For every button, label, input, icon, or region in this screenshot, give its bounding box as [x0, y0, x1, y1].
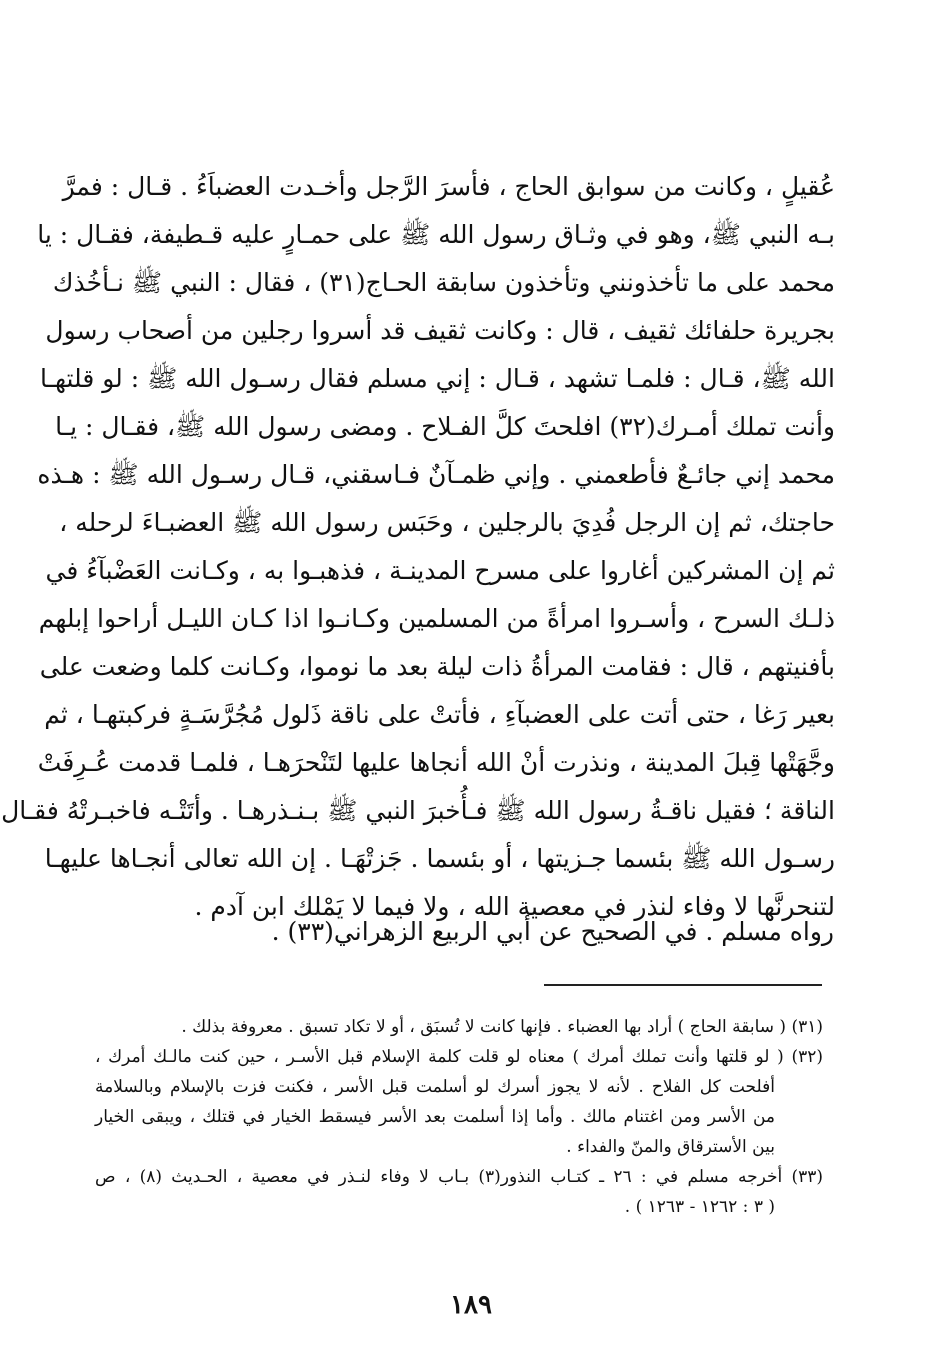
text-line: وأنت تملك أمـرك(٣٢) افلحتَ كلَّ الفـلاح . ومضى رسول الله ﷺ، فقـال : يـا [55, 412, 835, 441]
main-text-block [1, 163, 835, 931]
footnotes [95, 1012, 823, 1222]
text-line: الله ﷺ، قـال : فلمـا تشهد ، قـال : إني مسلم فقال رسـول الله ﷺ : لو قلتهـا [40, 364, 835, 393]
text-line: الناقة ؛ فقيل ناقـةُ رسول الله ﷺ فـأُخبرَ النبي ﷺ بـنـذرهـا . وأتَتْـه فاخبـرتْهُ فقـال [1, 796, 835, 825]
text-line: ثم إن المشركين أغاروا على مسرح المدينـة ، فذهبـوا به ، وكـانت العَضْبآءُ في [45, 556, 835, 585]
footnote-separator [544, 984, 822, 986]
footnote-32-continuation: أفلحت كل الفلاح . لأنه لا يجوز أسرك لو أسلمت قبل الأسر ، فكنت فزت بالإسلام وبالسلامة [95, 1077, 775, 1097]
footnote-32-continuation: بين الأسترقاق والمنّ والفداء . [566, 1137, 775, 1157]
text-line: بعير رَغا ، حتى أتت على العضبآءِ ، فأتتْ على ناقة ذَلول مُجُرَّسَـةٍ فركبتهـا ، ثم [44, 700, 835, 729]
hadith-citation: رواه مسلم . في الصحيح عن أبي الربيع الزهراني(٣٣) . [271, 917, 834, 946]
text-line: لتنحرنَّها لا وفاء لنذر في معصية الله ، ولا فيما لا يَمْلك ابن آدم . [194, 892, 835, 921]
text-line: حاجتك، ثم إن الرجل فُدِيَ بالرجلين ، وحَبَس رسول الله ﷺ العضبـاءَ لرحله ، [59, 508, 835, 537]
text-line: رسـول الله ﷺ بئسما جـزيتها ، أو بئسما . جَزتْهَـا . إن الله تعالى أنجـاها عليهـا [44, 844, 835, 873]
text-line: محمد إني جائـعٌ فأطعمني . وإني ظمـآنٌ فـاسقني، قـال رسـول الله ﷺ : هـذه [37, 460, 835, 489]
footnote-33: (٣٣) أخرجه مسلم في : ٢٦ ـ كتـاب النذور(٣) بـاب لا وفاء لنـذر في معصية ، الحـديث (٨) ، ص [95, 1167, 824, 1187]
text-line: بـه النبي ﷺ، وهو في وثـاق رسول الله ﷺ على حمـارٍ عليه قـطيفة، فقـال : يا [37, 220, 835, 249]
footnote-33-continuation: ( ٣ : ١٢٦٢ - ١٢٦٣ ) . [624, 1197, 775, 1217]
text-line: بجريرة حلفائك ثقيف ، قال : وكانت ثقيف قد أسروا رجلين من أصحاب رسول [45, 316, 835, 345]
footnote-32-continuation: من الأسر ومن اغتنام مالك . وأما إذا أسلمت بعد الأسر فيسقط الخيار في قتلك ، ويبقى الخيار [95, 1107, 775, 1127]
footnote-31: (٣١) ( سابقة الحاج ) أراد بها العضباء . فإنها كانت لا تُسبَق ، أو لا تكاد تسبق . معروفة بذلك . [181, 1017, 823, 1037]
text-line: وجَّهَتْها قِبلَ المدينة ، ونذرت أنْ الله أنجاها عليها لتَنْحرَهـا ، فلمـا قدمت عُـرِفَتْ [37, 748, 835, 777]
text-line: عُقيلٍ ، وكانت من سوابق الحاج ، فأسرَ الرَّجل وأخـدت العضباَءُ . قـال : فمرَّ [62, 172, 835, 201]
text-line: بأفنيتهم ، قال : فقامت المرأةُ ذات ليلة بعد ما نوموا، وكـانت كلما وضعت على [39, 652, 835, 681]
page-number: ١٨٩ [450, 1290, 492, 1320]
footnote-32: (٣٢) ( لو قلتها وأنت تملك أمرك ) معناه لو قلت كلمة الإسلام قبل الأسـر ، حين كنت مالـك أمرك ، [95, 1047, 823, 1067]
text-line: ذلـك السرح ، وأسـروا امرأةً من المسلمين وكـانـوا اذا كـان الليـل أراحوا إبلهم [38, 604, 835, 633]
text-line: محمد على ما تأخذونني وتأخذون سابقة الحـاج(٣١) ، فقال : النبي ﷺ نـأخُذك [52, 268, 835, 297]
